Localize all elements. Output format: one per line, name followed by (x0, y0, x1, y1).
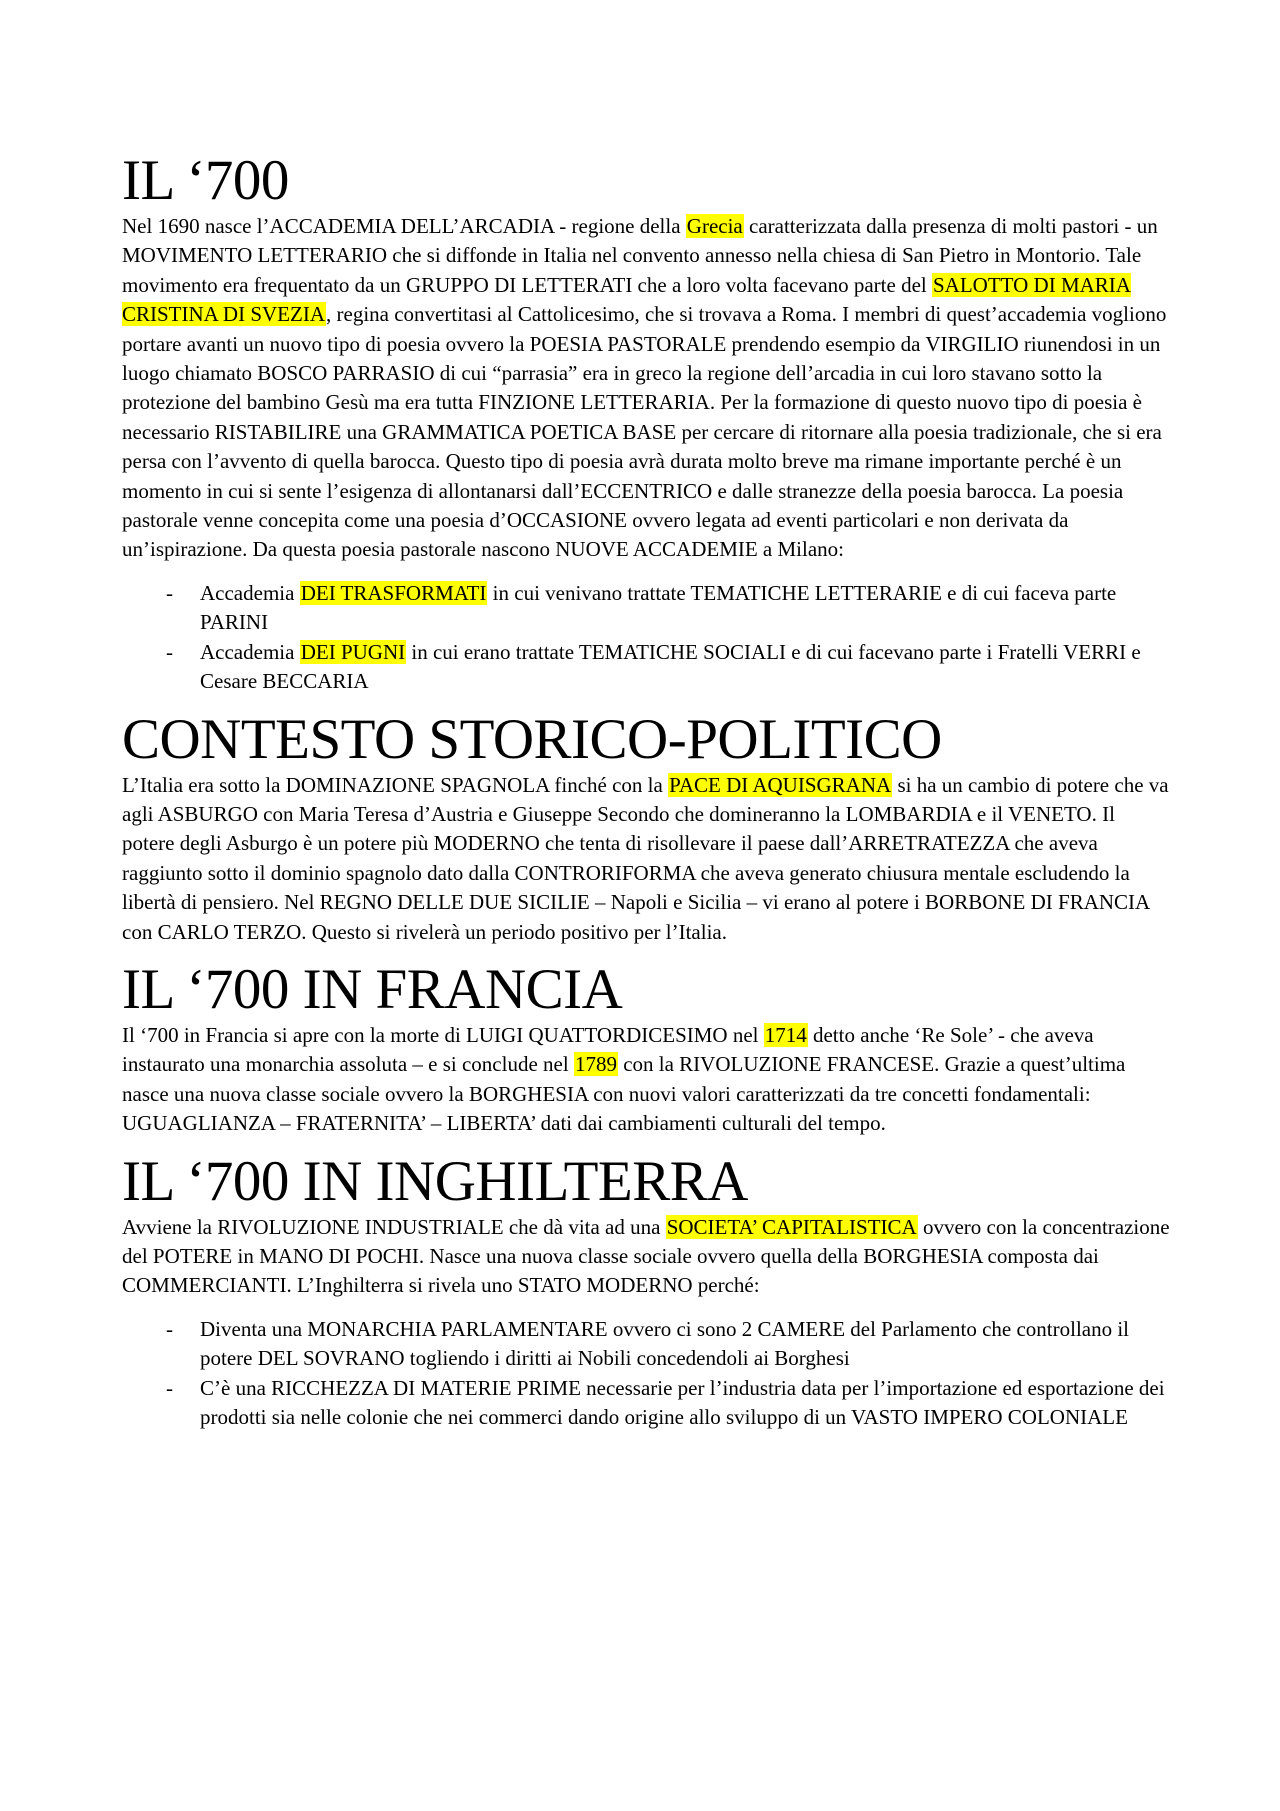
highlighted-text: SOCIETA’ CAPITALISTICA (666, 1214, 917, 1239)
section-il-700 (122, 150, 1170, 697)
bullet-dash: - (166, 1375, 173, 1400)
highlighted-text: PACE DI AQUISGRANA (669, 772, 892, 797)
section-paragraph (122, 1213, 1170, 1301)
bullet-list (122, 1315, 1170, 1433)
list-item (122, 638, 1170, 697)
body-text: in cui erano trattate TEMATICHE SOCIALI e di cui facevano parte i Fratelli VERRI e Cesare BECCARIA (200, 639, 1141, 694)
body-text: in cui venivano trattate TEMATICHE LETTERARIE e di cui faceva parte PARINI (200, 580, 1117, 635)
body-text: L’Italia era sotto la DOMINAZIONE SPAGNOLA finché con la (122, 772, 669, 797)
body-text: , regina convertitasi al Cattolicesimo, che si trovava a Roma. I membri di quest’accademia vogliono portare avanti un nuovo tipo di poesia ovvero la POESIA PASTORALE prendendo esempio da VIRGILIO riunendosi in un luogo chiamato BOSCO PARRASIO di cui “parrasia” era in greco la regione dell’arcadia in cui loro stavano sotto la protezione del bambino Gesù ma era tutta FINZIONE LETTERARIA. Per la formazione di questo nuovo tipo di poesia è necessario RISTABILIRE una GRAMMATICA POETICA BASE per cercare di ritornare alla poesia tradizionale, che si era persa con l’avvento di quella barocca. Questo tipo di poesia avrà durata molto breve ma rimane importante perché è un momento in cui si sente l’esigenza di allontanarsi dall’ECCENTRICO e dalle stranezze della poesia barocca. La poesia pastorale venne concepita come una poesia d’OCCASIONE ovvero legata ad eventi particolari e non derivata da un’ispirazione. Da questa poesia pastorale nascono NUOVE ACCADEMIE a Milano: (122, 302, 1167, 562)
highlighted-text: DEI TRASFORMATI (300, 580, 487, 605)
body-text: Avviene la RIVOLUZIONE INDUSTRIALE che dà vita ad una (122, 1214, 666, 1239)
list-item (122, 579, 1170, 638)
body-text: Il ‘700 in Francia si apre con la morte di LUIGI QUATTORDICESIMO nel (122, 1022, 764, 1047)
list-item (122, 1374, 1170, 1433)
body-text: ovvero con la concentrazione del POTERE in MANO DI POCHI. Nasce una nuova classe sociale ovvero quella della BORGHESIA composta dai COMMERCIANTI. L’Inghilterra si rivela uno STATO MODERNO perché: (122, 1214, 1170, 1298)
bullet-dash: - (166, 580, 173, 605)
section-contesto-storico-politico (122, 709, 1170, 947)
highlighted-text: DEI PUGNI (300, 639, 406, 664)
body-text: detto anche ‘Re Sole’ - che aveva instaurato una monarchia assoluta – e si conclude nel (122, 1022, 1094, 1077)
body-text: Diventa una MONARCHIA PARLAMENTARE ovvero ci sono 2 CAMERE del Parlamento che controllano il potere DEL SOVRANO togliendo i diritti ai Nobili concedendoli ai Borghesi (200, 1316, 1130, 1371)
bullet-dash: - (166, 639, 173, 664)
highlighted-text: 1714 (764, 1022, 807, 1047)
section-700-in-inghilterra (122, 1151, 1170, 1433)
section-title: IL ‘700 (122, 149, 289, 212)
section-title: IL ‘700 IN INGHILTERRA (122, 1149, 748, 1213)
body-text: Accademia (200, 580, 300, 605)
section-paragraph (122, 771, 1170, 947)
bullet-dash: - (166, 1316, 173, 1341)
list-item (122, 1315, 1170, 1374)
highlighted-text: 1789 (574, 1052, 617, 1077)
section-paragraph (122, 1021, 1170, 1139)
body-text: Nel 1690 nasce l’ACCADEMIA DELL’ARCADIA - regione della (122, 214, 686, 238)
section-paragraph (122, 212, 1170, 565)
section-title: CONTESTO STORICO-POLITICO (122, 707, 942, 771)
body-text: si ha un cambio di potere che va agli ASBURGO con Maria Teresa d’Austria e Giuseppe Secondo che domineranno la LOMBARDIA e il VENETO. Il potere degli Asburgo è un potere più MODERNO che tenta di risollevare il paese dall’ARRETRATEZZA che aveva raggiunto sotto il dominio spagnolo dato dalla CONTRORIFORMA che aveva generato chiusura mentale escludendo la libertà di pensiero. Nel REGNO DELLE DUE SICILIE – Napoli e Sicilia – vi erano al potere i BORBONE DI FRANCIA con CARLO TERZO. Questo si rivelerà un periodo positivo per l’Italia. (122, 772, 1169, 944)
section-700-in-francia (122, 959, 1170, 1139)
highlighted-text: Grecia (686, 214, 743, 238)
bullet-list (122, 579, 1170, 697)
body-text: C’è una RICCHEZZA DI MATERIE PRIME necessarie per l’industria data per l’importazione ed esportazione dei prodotti sia nelle colonie che nei commerci dando origine allo sviluppo di un VASTO IMPERO COLONIALE (200, 1375, 1165, 1429)
body-text: caratterizzata dalla presenza di molti pastori - un MOVIMENTO LETTERARIO che si diffonde in Italia nel convento annesso nella chiesa di San Pietro in Montorio. Tale movimento era frequentato da un GRUPPO DI LETTERATI che a loro volta facevano parte del (122, 214, 1158, 297)
section-title: IL ‘700 IN FRANCIA (122, 957, 623, 1021)
body-text: con la RIVOLUZIONE FRANCESE. Grazie a quest’ultima nasce una nuova classe sociale ovvero la BORGHESIA con nuovi valori caratterizzati da tre concetti fondamentali: UGUAGLIANZA – FRATERNITA’ – LIBERTA’ dati dai cambiamenti culturali del tempo. (122, 1052, 1126, 1136)
body-text: Accademia (200, 639, 300, 664)
highlighted-text: SALOTTO DI MARIA CRISTINA DI SVEZIA (122, 272, 1131, 327)
